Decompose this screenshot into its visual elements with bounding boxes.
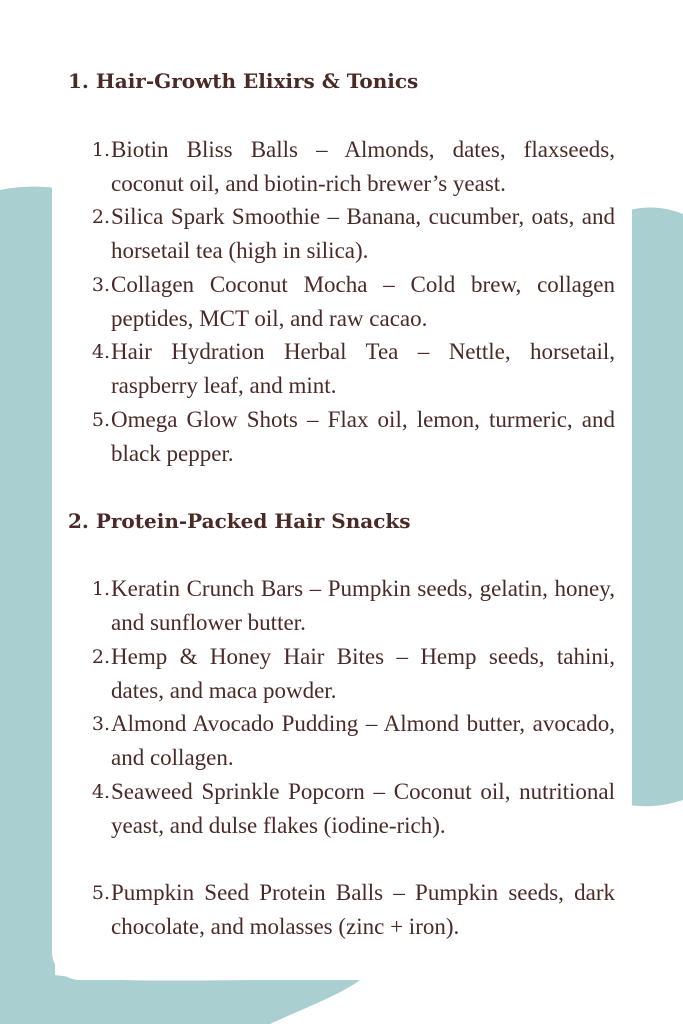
- list-item-text: Silica Spark Smoothie – Banana, cucumber, oats, and horsetail tea (high in silica).: [111, 204, 615, 263]
- list-item-text: Collagen Coconut Mocha – Cold brew, collagen peptides, MCT oil, and raw cacao.: [111, 272, 615, 331]
- list-item-number: 2.: [91, 206, 110, 228]
- list-item-text: Hemp & Honey Hair Bites – Hemp seeds, tahini, dates, and maca powder.: [111, 644, 615, 703]
- right-teal-shape: [630, 207, 683, 806]
- list-item-number: 5.: [91, 409, 110, 431]
- section-heading-protein-snacks: 2. Protein-Packed Hair Snacks: [68, 509, 411, 533]
- list-item-text: Biotin Bliss Balls – Almonds, dates, flaxseeds, coconut oil, and biotin-rich brewer’s yeast.: [111, 137, 615, 196]
- section-heading-hair-growth: 1. Hair-Growth Elixirs & Tonics: [68, 69, 419, 93]
- list-item-number: 3.: [91, 274, 110, 296]
- list-item-text: Omega Glow Shots – Flax oil, lemon, turmeric, and black pepper.: [111, 407, 615, 466]
- list-item-text: Keratin Crunch Bars – Pumpkin seeds, gelatin, honey, and sunflower butter.: [111, 576, 615, 635]
- list-item-number: 5.: [91, 882, 110, 904]
- list-item-number: 1.: [91, 139, 110, 161]
- left-teal-shape: [0, 187, 55, 1024]
- list-item-text: Seaweed Sprinkle Popcorn – Coconut oil, nutritional yeast, and dulse flakes (iodine-rich).: [111, 779, 615, 838]
- list-item-text: Hair Hydration Herbal Tea – Nettle, horsetail, raspberry leaf, and mint.: [111, 339, 615, 398]
- list-item-number: 4.: [91, 341, 110, 363]
- list-item-number: 2.: [91, 646, 110, 668]
- list-item-number: 3.: [91, 713, 110, 735]
- list-item-number: 1.: [91, 578, 110, 600]
- list-item-text: Pumpkin Seed Protein Balls – Pumpkin seeds, dark chocolate, and molasses (zinc + iron).: [111, 880, 615, 939]
- list-item-text: Almond Avocado Pudding – Almond butter, avocado, and collagen.: [111, 711, 615, 770]
- list-item-number: 4.: [91, 781, 110, 803]
